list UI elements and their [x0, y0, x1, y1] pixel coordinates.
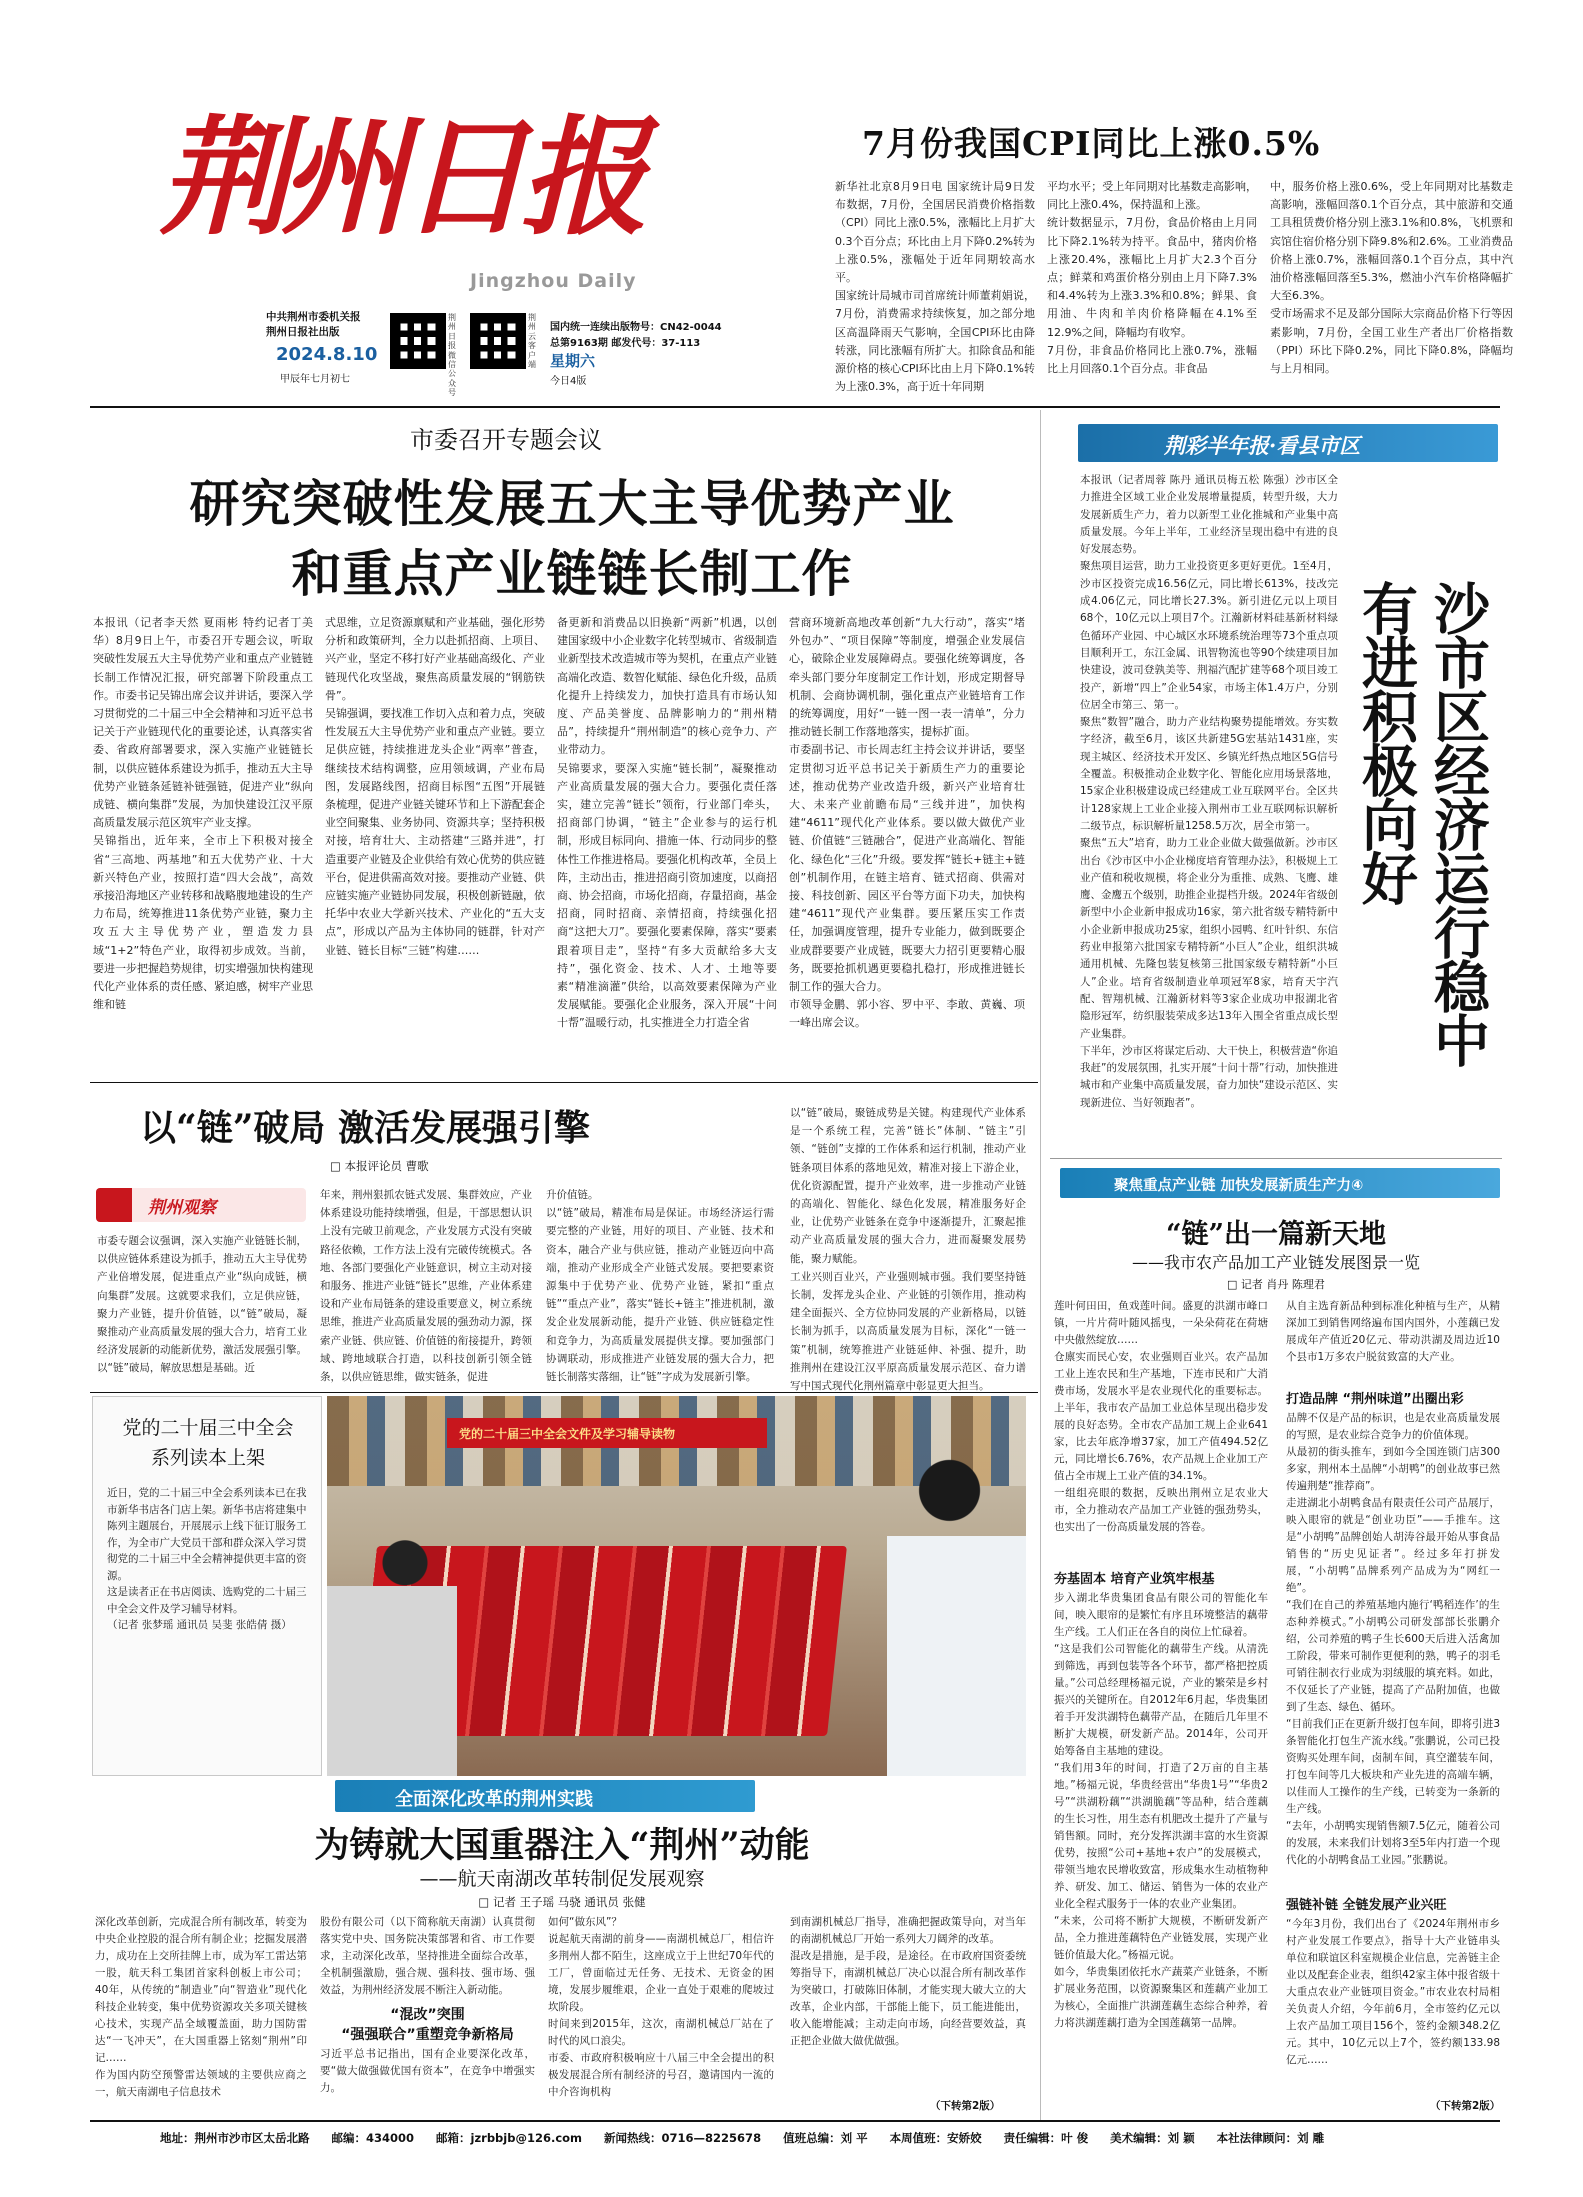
reform-subhead-1: “混改”突围 [390, 2007, 465, 2023]
commentary-column-3: 升价值链。 以“链”破局，精准布局是保证。市场经济运行需要完整的产业链，用好的项目、产业链、技术和资本，融合产业与供应链，推动产业链迈向中高端，推动产业形成全产业链式发展。要把要素资源集中于优势产业、优势产业链，紧扣“重点链”“重点产业”，落实“链长+链主”推进机制，激发企业发展新动能，提升产业链、供应链稳定性和竞争力，为高质量发展提供支撑。要加强部门协调联动，形成推进产业链发展的强大合力，把链长制落实落细，让“链”字成为发展新引擎。 [546, 1189, 774, 1384]
photo-headline-line1: 党的二十届三中全会 [122, 1417, 294, 1439]
footer-hotline: 新闻热线：0716—8225678 [604, 2131, 762, 2145]
chain-column-1: 莲叶何田田，鱼戏莲叶间。盛夏的洪湖市峰口镇，一片片荷叶随风摇曳，一朵朵荷花在荷塘中央傲然绽放…… 仓廪实而民心安，农业强则百业兴。农产品加工业上连农民和生产基地，下连市民和广大消费市场，发展水平是农业现代化的重要标志。上半年，我市农产品加工业总体呈现出稳步发展的良好态势。全市农产品加工规上企业641家，比去年底净增37家，加工产值494.52亿元，同比增长6.76%，农产品规上企业加工产值占全市规上工业产值的34.1%。 一组组亮眼的数据，反映出荆州立足农业大市，全力推动农产品加工产业链的强劲势头，也实出了一份高质量发展的答卷。 [1054, 1300, 1268, 1533]
photo-display-banner [447, 1418, 767, 1448]
commentary-badge [96, 1188, 306, 1222]
commentary-bottom-divider [90, 1392, 1038, 1393]
footer-divider [90, 2120, 1500, 2122]
chain-subhead-3: 强链补链 全链发展产业兴旺 [1286, 1898, 1447, 1913]
commentary-badge-label: 荆州观察 [148, 1198, 216, 1218]
footer-editor: 责任编辑：叶 俊 [1003, 2131, 1089, 2145]
chain-subhead-1: 夯基固本 培育产业筑牢根基 [1054, 1572, 1215, 1587]
issue-date: 2024.8.10 [276, 344, 378, 365]
lead-bottom-divider [90, 1082, 1038, 1083]
reform-continued: （下转第2版） [930, 2100, 1001, 2112]
reform-column-2b: 习近平总书记指出，国有企业要深化改革，要“做大做强做优国有资本”，在竞争中增强实力。 [320, 2048, 535, 2094]
lead-column-4: 营商环境新高地改革创新“九大行动”，落实“堵外包办”、“项目保障”等制度，增强企业发展信心，破除企业发展障碍点。要强化统筹调度，各牵头部门要分年度制定工作计划，形成定期督导机制、会商协调机制，强化重点产业链培育工作的统筹调度，用好“一链一图一表一清单”，分力推动链长制工作落地落实，提标扩面。 市委副书记、市长周志红主持会议并讲话，要坚定贯彻习近平总书记关于新质生产力的重要论述，推动优势产业改造升级，新兴产业培育壮大、未来产业前瞻布局“三线并进”，加快构建“4611”现代化产业体系。要以做大做优产业链、价值链“三链融合”，促进产业高端化、智能化、绿色化“三化”升级。要发挥“链长+链主+链创”机制作用，在链主培育、链式招商、供需对接、科技创新、园区平台等方面下功夫，加快构建“4611”现代产业集群。要压紧压实工作责任，加强调度管理，提升专业能力，做到既要企业成群要要产业成链，既要大力招引更要精心服务，既要抢抓机遇更要稳扎稳打，形成推进链长制工作的强大合力。 市领导金鹏、郭小容、罗中平、李敢、黄巍、项一峰出席会议。 [789, 616, 1025, 1030]
commentary-byline: □ 本报评论员 曹歌 [330, 1159, 429, 1173]
photo-text-box [92, 1396, 322, 1776]
reform-subhead-2: “强强联合”重塑竞争新格局 [341, 2027, 514, 2043]
side-body: 本报讯（记者周蓉 陈丹 通讯员梅五松 陈强）沙市区全力推进全区域工业企业发展增量提质，转型升级，大力发展新质生产力，着力以新型工业化推城和产业集中高质量发展。今年上半年，工业经济呈现出稳中有进的良好发展态势。 聚焦项目运营，助力工业投资更多更好更优。1至4月，沙市区投资完成16.56亿元，同比增长613%，技改完成4.06亿元，同比增长27.3%。新引进亿元以上项目68个，10亿元以上项目7个。江瀚新材料硅基新材料绿色循环产业园、中心城区水环境系统治理等73个重点项目顺利开工，东江金属、讯智物流也等90个续建项目加快建设，波司登孰美等、荆福汽配扩建等68个项目竣工投产，新增“四上”企业54家，市场主体1.4万户，分别位居全市第三、第一。 聚焦“数智”融合，助力产业结构聚势提能增效。夯实数字经济，截至6月，该区共新建5G宏基站1431座，实现主城区、经济技术开发区、乡镇光纤热点地区5G信号全覆盖。积极推动企业数字化、智能化应用场景落地，15家企业积极建设成已经建成工业互联网平台。全区共计128家规上工业企业接入荆州市工业互联网标识解析二级节点，标识解析量1258.5万次，居全市第一。 聚焦“五大”培育，助力工业企业做大做强做新。沙市区出台《沙市区中小企业梯度培育管理办法》，积极规上工业产值和税收规模，将企业分为重推、成熟、飞鹰、雄鹰、金鹰五个级别，助推企业提档升级。2024年省级创新型中小企业新申报成功16家，第六批省级专精特新中小企业新申报成功25家，组织小园鸭、红叶针织、东信药业申报第六批国家专精特新“小巨人”企业，组织洪城通用机械、先隆包装复核第三批国家级专精特新“小巨人”企业。培育省级制造业单项冠军8家，培育天宇汽配、智翔机械、江瀚新材料等3家企业成功申报湖北省隐形冠军，纺织服装荣成多达13年入围全省重点成长型产业集群。 下半年，沙市区将谋定后动、大干快上，积极营造“你追我赶”的发展氛围，扎实开展“十问十帮”行动，加快推进城市和产业集中高质量发展，奋力加快“建设示范区、实现新进位、当好领跑者”。 [1080, 474, 1338, 1109]
lead-column-2: 式思维，立足资源禀赋和产业基础，强化形势分析和政策研判，全力以赴抓招商、上项目、兴产业，坚定不移打好产业基础高级化、产业链现代化攻坚战，聚焦高质量发展的“钢筋铁骨”。 吴锦强调，要找准工作切入点和着力点，突破性发展五大主导优势产业和重点产业链。要立足供应链，持续推进龙头企业“两率”普查，继续技术结构调整，应用领域调，产业布局图，发展路线图，招商目标图“五图”开展链条梳理，促进产业链关键环节和上下游配套企业空间聚集、业务协同、资源共享；坚持积极对接，培育壮大、主动搭建“三路并进”，打造重要产业链及企业供给有效心优势的供应链平台，促进供需高效对接。要推动产业链、供应链实施产业链协同发展，积极创新链融，依托华中农业大学新兴技术、产业化的“五大支点”，形成以产品为主体协同的链群，针对产业链、链长目标“三链”构建…… [325, 616, 545, 957]
chain-subhead: ——我市农产品加工产业链发展图景一览 [1131, 1253, 1420, 1272]
reform-column-3: 如何“做东风”？ 说起航天南湖的前身——南湖机械总厂，相信许多荆州人都不陌生，这座成立于上世纪70年代的工厂，曾面临过无任务、无技术、无资金的困境，发展步履维艰，企业一直处于艰难的爬坡过坎阶段。 时间来到2015年，这次，南湖机械总厂站在了时代的风口浪尖。 市委、市政府积极响应十八届三中全会提出的积极发展混合所有制经济的号召，邀请国内一流的中介咨询机构 [548, 1916, 774, 2098]
footer-legal-advisor: 本社法律顾问：刘 雕 [1216, 2131, 1325, 2145]
photo-headline-line2: 系列读本上架 [150, 1447, 265, 1469]
footer-postcode: 邮编：434000 [331, 2131, 415, 2145]
masthead-logo: 荆州日报 [160, 103, 641, 253]
footer-weekly-duty: 本周值班：安娇姣 [889, 2131, 982, 2145]
reform-byline: □ 记者 王子瑶 马骁 通讯员 张健 [478, 1895, 646, 1909]
reform-banner [335, 1780, 755, 1812]
cpi-headline: 7月份我国CPI同比上涨0.5% [862, 124, 1321, 163]
cn-number: 国内统一连续出版物号：CN42-0044 [550, 322, 722, 333]
photo-caption: 近日，党的二十届三中全会系列读本已在我市新华书店各门店上架。新华书店将建集中陈列主题展台，开展展示上线下征订服务工作，为全市广大党员干部和群众深入学习贯彻党的二十届三中全会精神提供更丰富的资源。 这是读者正在书店阅读、选购党的二十届三中全会文件及学习辅导材料。 （记者 张梦瑶 通讯员 吴斐 张皓倩 摄） [107, 1487, 307, 1631]
sponsor-text: 中共荆州市委机关报 荆州日报社出版 [266, 311, 361, 338]
chain-column-2: 从自主选育新品种到标准化种植与生产，从精深加工到销售网络遍布国内国外，小莲藕已发展成年产值近20亿元、带动洪湖及周边近10个县市1万多农户脱贫致富的大产业。 [1286, 1300, 1500, 1363]
chain-banner-label: 聚焦重点产业链 加快发展新质生产力④ [1114, 1178, 1364, 1194]
commentary-headline: 以“链”破局 激活发展强引擎 [140, 1107, 590, 1149]
footer [160, 2130, 1500, 2146]
chain-column-2b: 品牌不仅是产品的标识，也是农业高质量发展的写照，是农业综合竞争力的价值体现。 从最初的街头推车，到如今全国连锁门店300多家，荆州本土品牌“小胡鸭”的创业故事已然传遍荆楚“推荐商”。 走进湖北小胡鸭食品有限责任公司产品展厅，映入眼帘的就是“创业功臣”——手推车。这是“小胡鸭”品牌创始人胡涛谷最开始从事食品销售的“历史见证者”。经过多年打拼发展，“小胡鸭”品牌系列产品成为为“网红一绝”。 “我们在自己的养殖基地内施行‘鸭稻连作’的生态种养模式。”小胡鸭公司研发部部长张鹏介绍，公司养殖的鸭子生长600天后进入活禽加工阶段，带来可制作更便利的熟，鸭子的羽毛可销往制衣行业成为羽绒服的填充料。如此，不仅延长了产业链，提高了产品附加值，也做到了生态、绿色、循环。 “目前我们正在更新升级打包车间，即将引进3条智能化打包生产流水线。”张鹏说，公司已投资购买处理车间，卤制车间，真空灌装车间，打包车间等几大板块和产业先进的高端车辆，以佳而人工操作的生产线，已转变为一条新的生产线。 “去年，小胡鸭实现销售额7.5亿元，随着公司的发展，未来我们计划将3至5年内打造一个现代化的小胡鸭食品工业园。”张鹏说。 [1286, 1412, 1500, 1866]
chain-column-1b: 步入湖北华贵集团食品有限公司的智能化车间，映入眼帘的是繁忙有序且环境整洁的藕带生产线。工人们正在各自的岗位上忙碌着。 “这是我们公司智能化的藕带生产线。从清洗到筛选，再到包装等各个环节，都严格把控质量。”公司总经理杨福元说，产业的繁荣是乡村振兴的关键所在。自2012年6月起，华贵集团着手开发洪湖特色藕带产品，在随后几年里不断扩大规模，研发新产品。2014年，公司开始筹备自主基地的建设。 “我们用3年的时间，打造了2万亩的自主基地。”杨福元说，华贵经营出“华贵1号”“华贵2号”“洪湖粉藕”“洪湖脆藕”等品种，结合莲藕的生长习性，用生态有机肥改土提升了产量与销售额。同时，充分发挥洪湖丰富的水生资源优势，按照“公司+基地+农户”的发展模式，带领当地农民增收致富，形成集水生动植物种养、研发、加工、储运、销售为一体的农业产业化全程式服务于一体的农业产业集团。 “未来，公司将不断扩大规模，不断研发新产品，全力推进莲藕特色产业链发展，实现产业链价值最大化。”杨福元说。 如今，华贵集团依托水产蔬菜产业链条，不断扩展业务范围，以资源聚集区和莲藕产业加工为核心，全面推广洪湖莲藕生态综合种养，着力将洪湖莲藕打造为全国莲藕第一品牌。 [1054, 1592, 1268, 2029]
side-banner [1078, 424, 1498, 462]
qr-label-wechat: 荆州日报微信公众号 [448, 313, 456, 398]
footer-chief-editor: 值班总编：刘 平 [783, 2131, 868, 2145]
right-column-divider [1040, 410, 1041, 2120]
footer-address: 地址：荆州市沙市区太岳北路 [160, 2131, 310, 2145]
commentary-column-2: 年来，荆州狠抓农链式发展、集群效应，产业体系建设功能持续增强，但是，干部思想认识上没有完破卫前观念，产业发展方式没有突破路径依赖，工作方法上没有完破传统模式。各地、各部门要强化产业链意识，树立主动对接和服务、推进产业链“链长”思维，产业体系建设和产业布局链条的建设重要意义，树立系统思维，推进产业高质量发展的强劲动力源，探索产业链、供应链、价值链的衔接提升，跨领域、跨地域联合打造，以科技创新引领全链条，以供应链思维，做实链条，促进 [320, 1189, 532, 1384]
photo-reader-right [887, 1436, 1026, 1776]
qr-label-app: 荆州云客户端 [528, 313, 536, 370]
lunar-date: 甲辰年七月初七 [280, 374, 350, 385]
photo-reader-left [327, 1516, 457, 1776]
lead-column-1: 本报讯（记者李天然 夏雨彬 特约记者丁美华）8月9日上午，市委召开专题会议，听取突破性发展五大主导优势产业和重点产业链链长制工作情况汇报，研究部署下阶段重点工作。市委书记吴锦出席会议并讲话，要深入学习贯彻党的二十届三中全会精神和习近平总书记关于产业链现代化的重要论述，认真落实省委、省政府部署要求，深入实施产业链链长制，以供应链体系建设为抓手，推动五大主导优势产业链条延链补链强链，促进产业“纵向成链、横向集群”发展，为加快建设江汉平原高质量发展示范区筑牢产业支撑。 吴锦指出，近年来，全市上下积极对接全省“三高地、两基地”和五大优势产业、十大新兴特色产业，按照打造“四大会战”，高效承接沿海地区产业转移和战略腹地建设的生产力布局，统筹推进11条优势产业链，聚力主攻五大主导优势产业，塑造发力县域“1+2”特色产业，取得初步成效。当前，要进一步把握趋势规律，切实增强加快构建现代化产业体系的责任感、紧迫感，树牢产业思维和链 [93, 616, 313, 1012]
cpi-column-2: 平均水平；受上年同期对比基数走高影响，同比上涨0.4%，保持温和上涨。 统计数据显示，7月份，食品价格由上月同比下降2.1%转为持平。食品中，猪肉价格上涨20.4%，涨幅比上月扩大2.3个百分点；鲜菜和鸡蛋价格分别由上月下降7.3%和4.4%转为上涨3.3%和0.8%；鲜果、食用油、牛肉和羊肉价格降幅在4.1%至12.9%之间，降幅均有收窄。 7月份，非食品价格同比上涨0.7%，涨幅比上月回落0.1个百分点。非食品 [1047, 180, 1257, 376]
weekday: 星期六 [550, 352, 596, 370]
lead-headline-line2: 和重点产业链链长制工作 [291, 544, 853, 603]
reform-subhead: ——航天南湖改革转制促发展观察 [419, 1868, 705, 1890]
side-headline: 沙市区经济运行稳中有进积极向好 [1353, 580, 1491, 1066]
top-divider [90, 406, 1500, 408]
photo-banner-text: 党的二十届三中全会文件及学习辅导读物 [459, 1427, 676, 1441]
reform-column-4: 到南湖机械总厂指导，准确把握政策导向，对当年的南湖机械总厂开始一系列大刀阔斧的改革。 混改是措施，是手段，是途径。在市政府国资委统筹指导下，南湖机械总厂决心以混合所有制改革作为突破口，打破陈旧体制，才能实现大破大立的大改革，企业内部，干部能上能下，员工能进能出，收入能增能减；主动走向市场，向经营要效益，真正把企业做大做优做强。 [790, 1916, 1026, 2047]
qr-code-wechat [390, 313, 446, 369]
reform-banner-label: 全面深化改革的荆州实践 [395, 1789, 593, 1810]
side-banner-label: 荆彩半年报·看县市区 [1164, 433, 1361, 458]
cpi-column-1: 新华社北京8月9日电 国家统计局9日发布数据，7月份，全国居民消费价格指数（CPI）同比上涨0.5%，涨幅比上月扩大0.3个百分点；环比由上月下降0.2%转为上涨0.5%，涨幅处于近年同期较高水平。 国家统计局城市司首席统计师董莉娟说，7月份，消费需求持续恢复，加之部分地区高温降雨天气影响，全国CPI环比由降转涨，同比涨幅有所扩大。扣除食品和能源价格的核心CPI环比由上月下降0.1%转为上涨0.3%，高于近十年同期 [835, 180, 1035, 394]
page-count: 今日4版 [550, 376, 587, 387]
news-photo [327, 1396, 1026, 1776]
qr-code-app [470, 313, 526, 369]
cpi-column-3: 中，服务价格上涨0.6%，受上年同期对比基数走高影响，涨幅回落0.1个百分点，其中旅游和交通工具租赁费价格分别上涨3.1%和0.8%，飞机票和宾馆住宿价格分别下降9.8%和2.6%。工业消费品价格上涨0.7%，涨幅回落0.1个百分点，其中汽油价格涨幅回落至5.3%，燃油小汽车价格降幅扩大至6.3%。 受市场需求不足及部分国际大宗商品价格下行等因素影响，7月份，全国工业生产者出厂价格指数（PPI）环比下降0.2%，同比下降0.8%，降幅均与上月相同。 [1270, 180, 1513, 376]
chain-continued: （下转第2版） [1430, 2100, 1501, 2112]
reform-headline: 为铸就大国重器注入“荆州”动能 [314, 1825, 810, 1866]
footer-art-editor: 美术编辑：刘 颖 [1110, 2131, 1195, 2145]
lead-headline-line1: 研究突破性发展五大主导优势产业 [189, 474, 955, 533]
chain-byline: □ 记者 肖丹 陈理君 [1227, 1278, 1325, 1291]
lead-kicker: 市委召开专题会议 [410, 426, 602, 454]
issue-total: 总第9163期 邮发代号：37-113 [550, 338, 701, 349]
footer-email: 邮箱：jzrbbjb@126.com [436, 2131, 583, 2145]
chain-banner [1060, 1168, 1500, 1198]
masthead-pinyin: Jingzhou Daily [470, 270, 637, 292]
commentary-column-4: 以“链”破局，聚链成势是关键。构建现代产业体系是一个系统工程，完善“链长”体制、“链主”引领、“链创”支撑的工作体系和运行机制，推动产业链条项目体系的落地见效，精准对接上下游企业，优化资源配置，提升产业效率，进一步推动产业链的高端化、智能化、绿色化发展，精准服务好企业，让优势产业链条在竞争中逐渐提升，汇聚起推动产业高质量发展的强大合力，进而凝聚发展势能，聚力赋能。 工业兴则百业兴，产业强则城市强。我们要坚持链长制，发挥龙头企业、产业链的引领作用，推动构建全面振兴、全方位协同发展的产业新格局，以链长制为抓手，以高质量发展为目标，深化“一链一策”机制，统筹推进产业链延伸、补强、提升，助推荆州在建设江汉平原高质量发展示范区、奋力谱写中国式现代化荆州篇章中彰显更大担当。 [790, 1107, 1026, 1393]
lead-column-3: 备更新和消费品以旧换新“两新”机遇，以创建国家级中小企业数字化转型城市、省级制造业新型技术改造城市等为契机，在重点产业链高端化改造、数智化赋能、绿色化升级，品质化提升上持续发力，加快打造具有市场认知度、产品美誉度、品牌影响力的“荆州精品”，持续提升“荆州制造”的核心竞争力、产业带动力。 吴锦要求，要深入实施“链长制”，凝聚推动产业高质量发展的强大合力。要强化责任落实，建立完善“链长”领衔，行业部门牵头，招商部门协调，“链主”企业参与的运行机制，形成目标同向、措施一体、行动同步的整体性工作推进格局。要强化机构改革，全员上阵，主动出击，推进招商引资加速度，以商招商、协会招商，市场化招商，存量招商，基金招商，同时招商、亲情招商，持续强化招商“这把大刀”。要强化要素保障，落实“要素跟着项目走”，坚持“有多大贡献给多大支持”，强化资金、技术、人才、土地等要素“精准滴灌”供给，以高效要素保障为产业发展赋能。要强化企业服务，深入开展“十问十帮”温暖行动，扎实推进全力打造全省 [557, 616, 777, 1030]
chain-column-2c: “今年3月份，我们出台了《2024年荆州市乡村产业发展工作要点》，指导十大产业链串头单位和联谊区科室规模企业信息，完善链主企业以及配套企业表，组织42家主体中报省级十大重点农业产业链项目资金。”市农业农村局相关负责人介绍，今年前6月，全市签约亿元以上农产品加工项目156个，签约金额348.2亿元。其中，10亿元以上7个，签约额133.98亿元…… [1286, 1918, 1500, 2066]
chain-subhead-2: 打造品牌 “荆州味道”出圈出彩 [1286, 1392, 1464, 1407]
right-mid-divider [1050, 1158, 1502, 1159]
commentary-column-1: 市委专题会议强调，深入实施产业链链长制，以供应链体系建设为抓手，推动五大主导优势产业倍增发展，促进重点产业“纵向成链，横向集群”发展。这就要求我们，立足供应链，聚力产业链，提升价值链，以“链”破局，凝聚推动产业高质量发展的强大合力，培育工业经济发展新的动能新优势，激活发展强引擎。 以“链”破局，解放思想是基础。近 [97, 1235, 307, 1375]
masthead [90, 78, 860, 398]
chain-headline: “链”出一篇新天地 [1165, 1219, 1387, 1250]
reform-column-1: 深化改革创新，完成混合所有制改革，转变为中央企业控股的混合所有制企业；挖掘发展潜力，成功在上交所挂牌上市，成为军工雷达第一股，航天科工集团首家科创板上市公司；40年，从传统的“制造业”向“智造业”现代化科技企业转变，集中优势资源攻关多项关键核心技术，实现产品全域覆盖面，助力国防雷达“一飞冲天”，在大国重器上铭刻“荆州”印记…… 作为国内防空预警雷达领域的主要供应商之一，航天南湖电子信息技术 [95, 1916, 307, 2098]
reform-column-2: 股份有限公司（以下简称航天南湖）认真贯彻落实党中央、国务院决策部署和省、市工作要求，主动深化改革，坚持推进全面综合改革，全机制强激励，强合规、强科技、强市场、强效益，为荆州经济发展不断注入新动能。 [320, 1916, 535, 1996]
